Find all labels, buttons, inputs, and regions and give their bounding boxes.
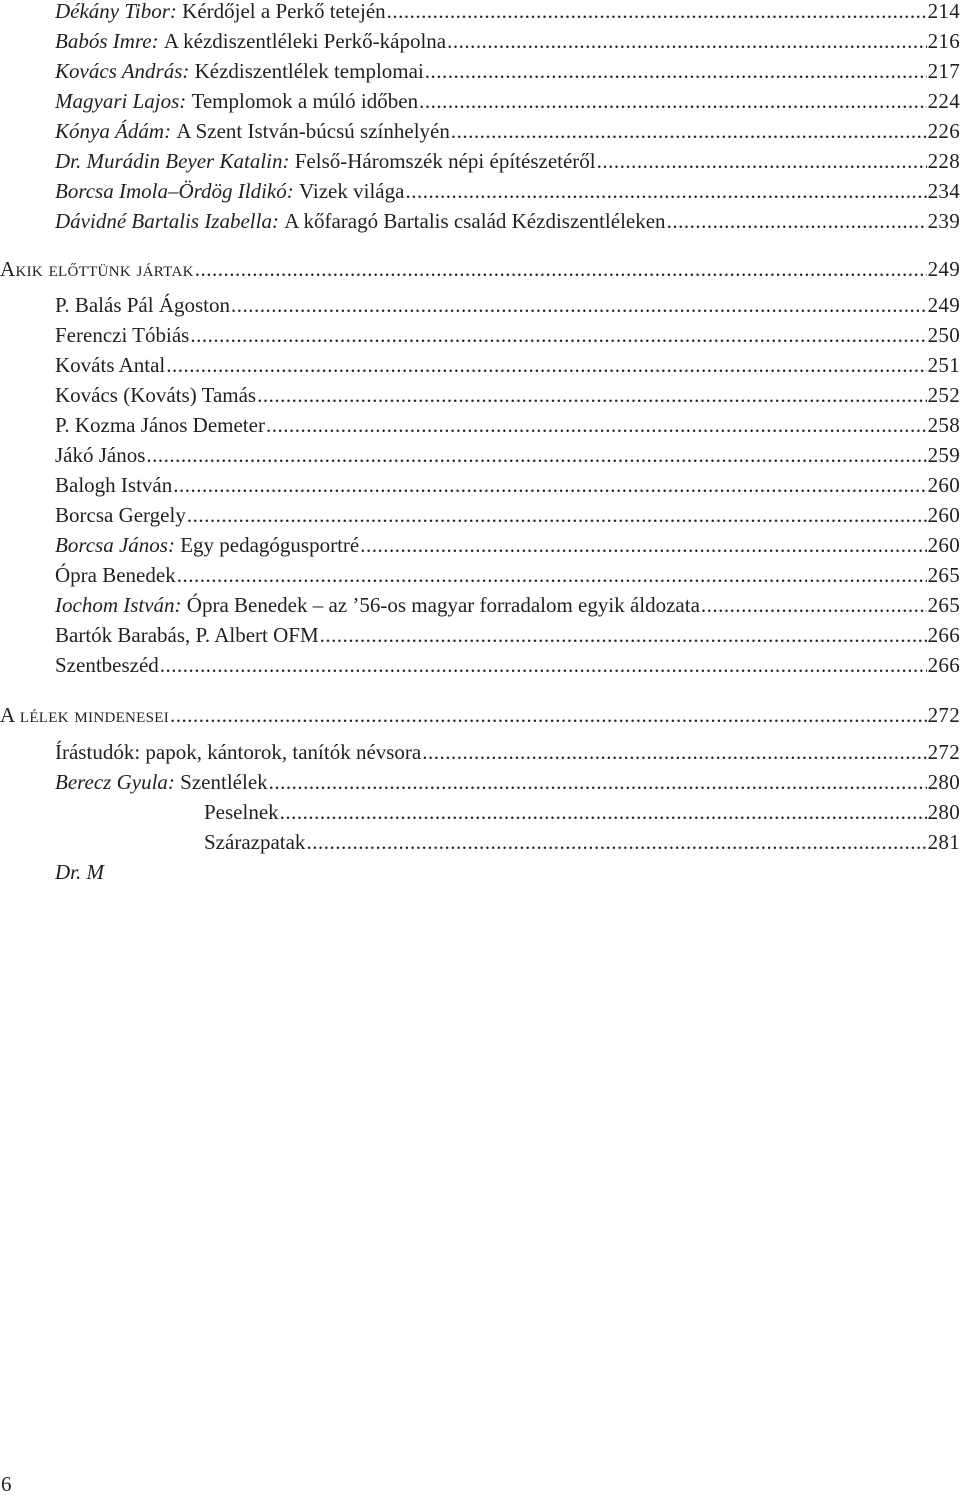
- leader-dots: [422, 737, 926, 767]
- entry-author: Kovács András:: [55, 59, 190, 83]
- toc-entry[interactable]: [55, 206, 960, 236]
- entry-author: Berecz Gyula:: [55, 770, 175, 794]
- leader-dots: [280, 797, 927, 827]
- toc-entry[interactable]: [204, 797, 960, 827]
- entry-page: 260: [927, 503, 960, 527]
- entry-page: 249: [927, 293, 960, 317]
- entry-page: 280: [927, 800, 960, 824]
- entry-author: Babós Imre:: [55, 29, 159, 53]
- entry-author: Dékány Tibor:: [55, 0, 177, 23]
- entry-author: Dr. Murádin Beyer Katalin:: [55, 149, 290, 173]
- entry-page: 281: [927, 830, 960, 854]
- entry-page: 250: [927, 323, 960, 347]
- leader-dots: [419, 86, 927, 116]
- entry-title: A kőfaragó Bartalis család Kézdiszentléleken: [284, 209, 666, 233]
- entry-title: Kováts Antal: [55, 353, 166, 377]
- entry-page: 280: [927, 770, 960, 794]
- leader-dots: [597, 146, 927, 176]
- entry-title: Egy pedagógusportré: [180, 533, 360, 557]
- toc-entry[interactable]: [55, 290, 960, 320]
- entry-page: 266: [927, 623, 960, 647]
- entry-page: 228: [927, 149, 960, 173]
- entry-author: Borcsa János:: [55, 533, 175, 557]
- leader-dots: [667, 206, 927, 236]
- entry-page: 234: [927, 179, 960, 203]
- entry-title: Kézdiszentlélek templomai: [194, 59, 424, 83]
- entry-author: Borcsa Imola–Ördög Ildikó:: [55, 179, 294, 203]
- entry-page: 265: [927, 593, 960, 617]
- entry-title: Peselnek: [204, 800, 279, 824]
- toc-entry-partial: [55, 857, 104, 887]
- toc-entry[interactable]: [55, 350, 960, 380]
- entry-title: Templomok a múló időben: [191, 89, 419, 113]
- entry-title: Ópra Benedek – az ’56-os magyar forradalom egyik áldozata: [186, 593, 700, 617]
- entry-title: P. Kozma János Demeter: [55, 413, 265, 437]
- entry-title: Kovács (Kováts) Tamás: [55, 383, 257, 407]
- entry-page: 266: [927, 653, 960, 677]
- leader-dots: [425, 56, 927, 86]
- toc-section-lelek[interactable]: [0, 700, 960, 730]
- toc-entry[interactable]: [55, 650, 960, 680]
- leader-dots: [166, 350, 926, 380]
- entry-title: A Szent István-búcsú színhelyén: [176, 119, 450, 143]
- toc-entry[interactable]: [55, 560, 960, 590]
- toc-entry[interactable]: [55, 320, 960, 350]
- toc-entry[interactable]: [55, 0, 960, 26]
- entry-title: Bartók Barabás, P. Albert OFM: [55, 623, 319, 647]
- entry-title: Írástudók: papok, kántorok, tanítók névsora: [55, 740, 422, 764]
- entry-title: Kérdőjel a Perkő tetején: [182, 0, 386, 23]
- leader-dots: [701, 590, 927, 620]
- entry-author: Kónya Ádám:: [55, 119, 172, 143]
- leader-dots: [195, 254, 927, 284]
- leader-dots: [190, 320, 926, 350]
- entry-title: A kézdiszentléleki Perkő-kápolna: [163, 29, 447, 53]
- toc-entry[interactable]: [55, 56, 960, 86]
- leader-dots: [173, 470, 926, 500]
- toc-entry[interactable]: [55, 146, 960, 176]
- entry-page: 265: [927, 563, 960, 587]
- toc-entry[interactable]: [55, 767, 960, 797]
- leader-dots: [306, 827, 926, 857]
- section-page: 272: [927, 703, 960, 727]
- entry-page: 239: [927, 209, 960, 233]
- leader-dots: [451, 116, 927, 146]
- leader-dots: [405, 176, 926, 206]
- entry-page: 259: [927, 443, 960, 467]
- toc-entry[interactable]: [55, 737, 960, 767]
- toc-entry[interactable]: [55, 380, 960, 410]
- toc-entry[interactable]: [55, 116, 960, 146]
- entry-page: 217: [927, 59, 960, 83]
- toc-entry[interactable]: [55, 176, 960, 206]
- entry-author: Dávidné Bartalis Izabella:: [55, 209, 279, 233]
- leader-dots: [146, 440, 926, 470]
- leader-dots: [387, 0, 927, 26]
- entry-title: Balogh István: [55, 473, 173, 497]
- entry-title: P. Balás Pál Ágoston: [55, 293, 231, 317]
- section-title: A lélek mindenesei: [0, 703, 170, 727]
- leader-dots: [160, 650, 927, 680]
- entry-page: 216: [927, 29, 960, 53]
- entry-title: Szentbeszéd: [55, 653, 159, 677]
- toc-entry[interactable]: [55, 410, 960, 440]
- section-page: 249: [927, 257, 960, 281]
- section-title: Akik előttünk jártak: [0, 257, 194, 281]
- entry-title: Felső-Háromszék népi építészetéről: [294, 149, 596, 173]
- leader-dots: [320, 620, 927, 650]
- leader-dots: [447, 26, 926, 56]
- entry-page: 214: [927, 0, 960, 23]
- leader-dots: [177, 560, 927, 590]
- toc-entry[interactable]: [55, 530, 960, 560]
- leader-dots: [266, 410, 927, 440]
- entry-page: 224: [927, 89, 960, 113]
- toc-entry[interactable]: [55, 620, 960, 650]
- toc-entry[interactable]: [55, 86, 960, 116]
- entry-title: Szentlélek: [180, 770, 268, 794]
- entry-title: Szárazpatak: [204, 830, 306, 854]
- toc-section-akik[interactable]: [0, 254, 960, 284]
- entry-title: Borcsa Gergely: [55, 503, 186, 527]
- entry-page: 260: [927, 533, 960, 557]
- toc-entry[interactable]: [55, 500, 960, 530]
- entry-author: Magyari Lajos:: [55, 89, 187, 113]
- entry-page: 251: [927, 353, 960, 377]
- toc-entry[interactable]: [55, 440, 960, 470]
- toc-entry[interactable]: [55, 470, 960, 500]
- entry-page: 252: [927, 383, 960, 407]
- leader-dots: [170, 700, 927, 730]
- entry-page: 260: [927, 473, 960, 497]
- leader-dots: [231, 290, 927, 320]
- toc-entry[interactable]: [55, 26, 960, 56]
- entry-title: Jákó János: [55, 443, 146, 467]
- leader-dots: [360, 530, 926, 560]
- entry-title: Ópra Benedek: [55, 563, 176, 587]
- entry-title: Ferenczi Tóbiás: [55, 323, 190, 347]
- entry-title: Vizek világa: [299, 179, 405, 203]
- entry-author: Iochom István:: [55, 593, 182, 617]
- leader-dots: [257, 380, 927, 410]
- page-number: 6: [1, 1472, 12, 1496]
- entry-page: 258: [927, 413, 960, 437]
- leader-dots: [187, 500, 927, 530]
- entry-page: 272: [927, 740, 960, 764]
- entry-author: Dr. M: [55, 860, 105, 884]
- toc-entry[interactable]: [204, 827, 960, 857]
- leader-dots: [269, 767, 927, 797]
- entry-page: 226: [927, 119, 960, 143]
- toc-entry[interactable]: [55, 590, 960, 620]
